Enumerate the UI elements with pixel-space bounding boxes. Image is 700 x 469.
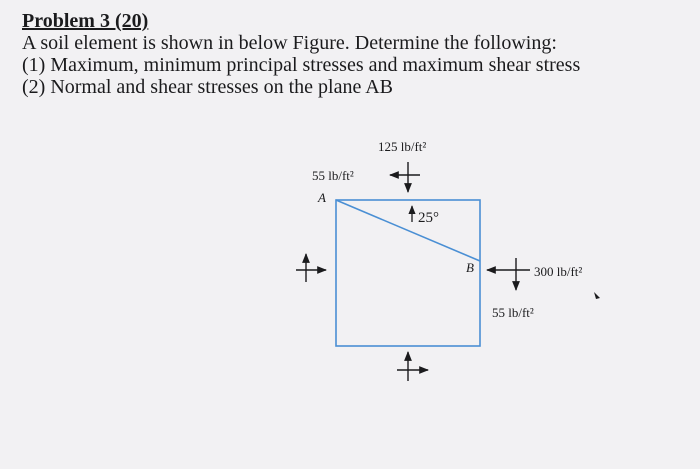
plane-ab-line — [336, 200, 480, 261]
problem-heading: Problem 3 (20) — [22, 10, 149, 32]
problem-line-2: (1) Maximum, minimum principal stresses and maximum shear stress — [22, 54, 581, 76]
problem-line-1: A soil element is shown in below Figure. Determine the following: — [22, 32, 557, 54]
point-a-label: A — [318, 190, 326, 205]
point-b-label: B — [466, 260, 474, 275]
soil-element-square — [336, 200, 480, 346]
problem-line-3: (2) Normal and shear stresses on the plane AB — [22, 76, 394, 98]
bottom-stress-arrows — [397, 352, 428, 381]
left-stress-arrows — [296, 254, 326, 282]
label-right-normal: 300 lb/ft² — [534, 264, 583, 279]
label-top-shear: 55 lb/ft² — [312, 168, 354, 183]
pointer-icon — [594, 292, 600, 299]
top-stress-arrows — [390, 162, 420, 192]
label-right-shear: 55 lb/ft² — [492, 305, 534, 320]
label-top-normal: 125 lb/ft² — [378, 139, 427, 154]
angle-label: 25° — [418, 210, 439, 226]
right-stress-arrows — [487, 258, 530, 290]
